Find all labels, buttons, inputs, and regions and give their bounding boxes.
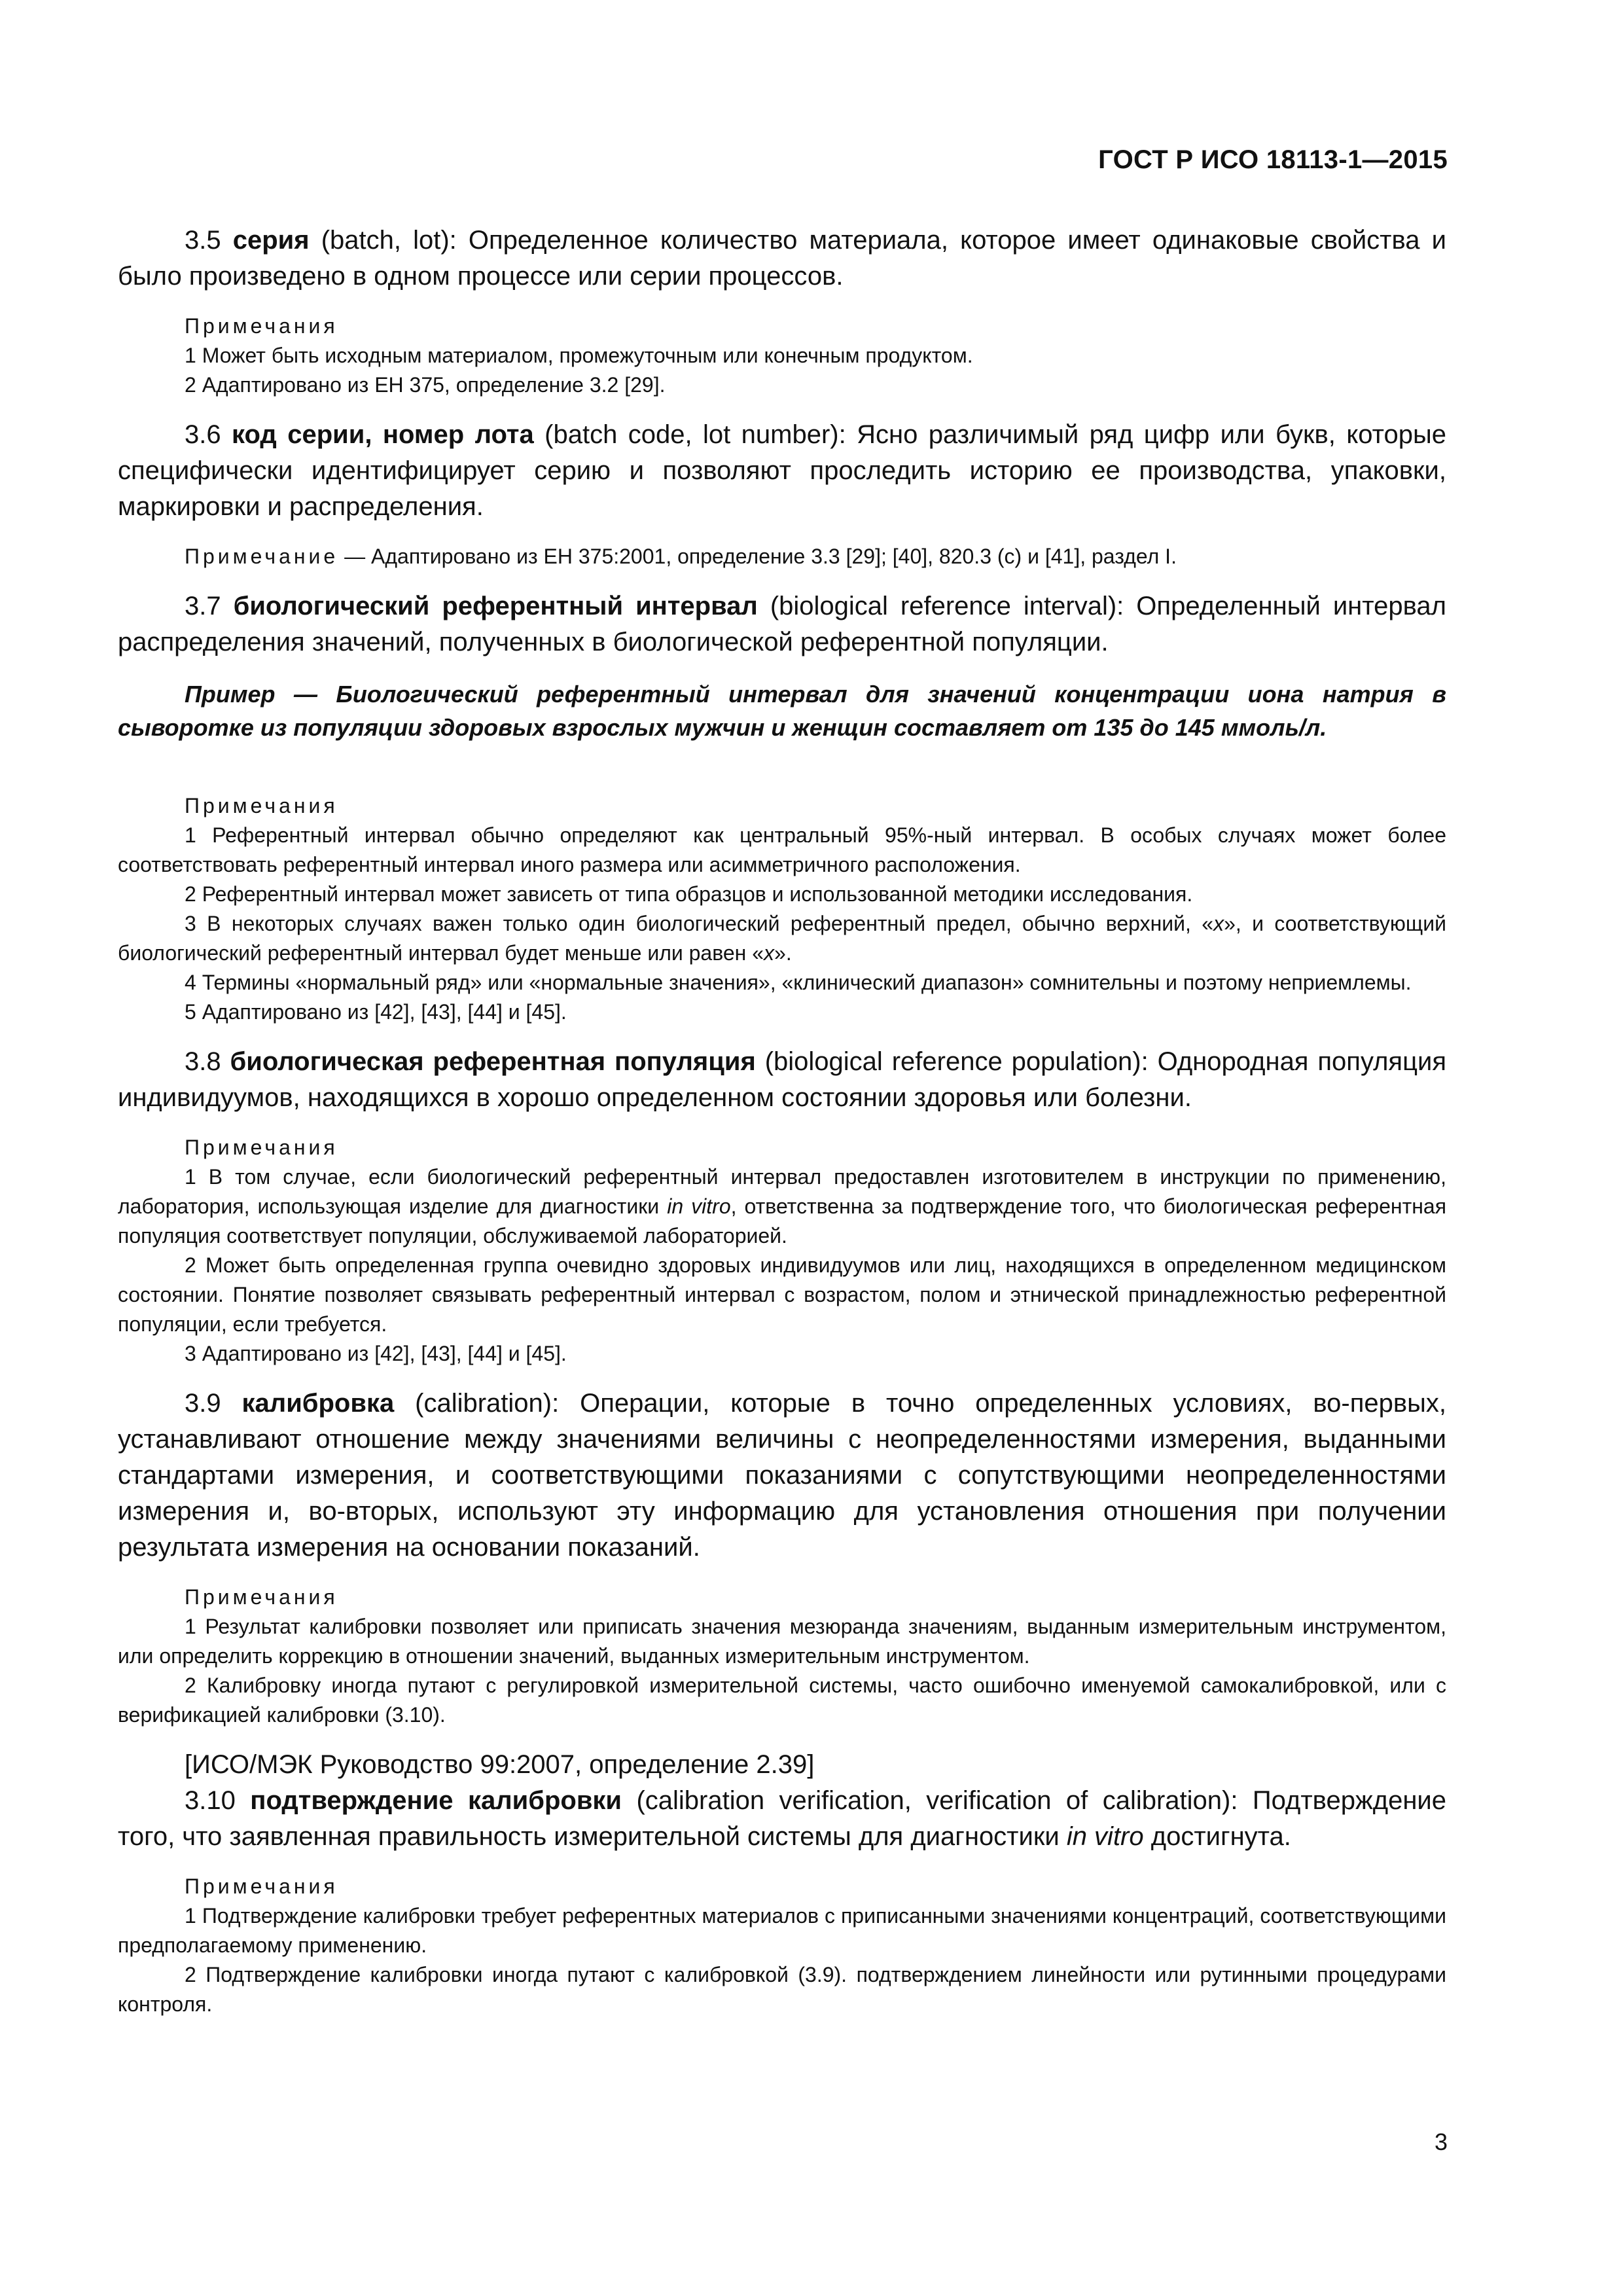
notes-3-10 (118, 1872, 1446, 2019)
notes-title: Примечания (185, 1874, 338, 1898)
term-definition: (calibration verification, verification of calibration): Подтверждение того, что заявленная правильность измерительной системы для диагностики (118, 1786, 1446, 1851)
term-name: серия (232, 226, 310, 255)
term-number: 3.5 (185, 226, 221, 255)
note-item: 3 Адаптировано из [42], [43], [44] и [45]. (185, 1342, 567, 1365)
note-item (118, 542, 1446, 571)
term-name: подтверждение калибровки (250, 1786, 622, 1815)
notes-title: Примечания (185, 794, 338, 817)
notes-3-5 (118, 312, 1446, 400)
term-number: 3.9 (185, 1389, 221, 1418)
term-name: калибровка (241, 1389, 395, 1418)
notes-3-7 (118, 791, 1446, 1027)
note-item: 2 Может быть определенная группа очевидно здоровых индивидуумов или лиц, находящихся в определенном медицинском состоянии. Понятие позволяет связывать референтный интервал с возрастом, полом и этнической принадлежностью референтной популяции, если требуется. (118, 1253, 1446, 1336)
note-label: Примечание (185, 545, 339, 568)
notes-title: Примечания (185, 1585, 338, 1609)
note-item (118, 1162, 1446, 1251)
note-item: 2 Адаптировано из ЕН 375, определение 3.2 [29]. (185, 373, 666, 397)
notes-3-8 (118, 1133, 1446, 1369)
term-definition: (calibration): Операции, которые в точно определенных условиях, во-первых, устанавливают отношение между значениями величины с неопределенностями измерения, выданными стандартами измерения, и соответствующими показаниями с сопутствующими неопределенностями измерения и, во-вторых, используют эту информацию для установления отношения при получении результата измерения на основании показаний. (118, 1389, 1446, 1562)
term-definition: (batch code, lot number): Ясно различимый ряд цифр или букв, которые специфически идентифицирует серию и позволяют проследить историю ее производства, упаковки, маркировки и распределения. (118, 420, 1447, 521)
term-3-5 (118, 223, 1446, 295)
term-3-7 (118, 588, 1446, 660)
note-text: 1 В том случае, если биологический референтный интервал предоставлен изготовителем в инструкции по применению, лаборатория, использующая изделие для диагностики (118, 1165, 1446, 1218)
term-definition: (biological reference population): Однородная популяция индивидуумов, находящихся в хорошо определенном состоянии здоровья или болезни. (118, 1047, 1446, 1112)
notes-3-9 (118, 1583, 1446, 1730)
term-number: 3.6 (185, 420, 221, 449)
note-item: 2 Референтный интервал может зависеть от типа образцов и использованной методики исследования. (185, 882, 1193, 906)
note-text: — Адаптировано из ЕН 375:2001, определение 3.3 [29]; [40], 820.3 (с) и [41], раздел I. (338, 545, 1177, 568)
note-item: 4 Термины «нормальный ряд» или «нормальные значения», «клинический диапазон» сомнительны и поэтому неприемлемы. (185, 971, 1412, 994)
note-item: 5 Адаптировано из [42], [43], [44] и [45]. (185, 1000, 567, 1024)
term-name: биологический референтный интервал (233, 592, 758, 620)
notes-3-6 (118, 542, 1446, 571)
term-number: 3.7 (185, 592, 221, 620)
term-definition: (biological reference interval): Определенный интервал распределения значений, полученных в биологической референтной популяции. (118, 592, 1446, 656)
term-3-10 (118, 1783, 1446, 1855)
note-text: », и соответствующий биологический референтный интервал будет меньше или равен « (118, 912, 1447, 965)
term-3-8 (118, 1044, 1446, 1116)
example-3-7: Пример — Биологический референтный интервал для значений концентрации иона натрия в сыворотке из популяции здоровых взрослых мужчин и женщин составляет от 135 до 145 ммоль/л. (118, 681, 1446, 741)
note-item (118, 909, 1446, 968)
note-item: 2 Калибровку иногда путают с регулировкой измерительной системы, часто ошибочно именуемой самокалибровкой, или с верификацией калибровки (3.10). (118, 1674, 1446, 1727)
note-text: 3 В некоторых случаях важен только один биологический референтный предел, обычно верхний, « (185, 912, 1214, 935)
note-text: ». (774, 941, 792, 965)
term-3-9 (118, 1386, 1446, 1566)
page-content (118, 223, 1446, 2036)
term-number: 3.8 (185, 1047, 221, 1076)
term-definition: достигнута. (1143, 1822, 1291, 1851)
notes-title: Примечания (185, 1136, 338, 1159)
note-text: , ответственна за подтверждение того, что биологическая референтная популяция соответствует популяции, обслуживаемой лабораторией. (118, 1194, 1447, 1247)
term-name: код серии, номер лота (232, 420, 534, 449)
note-item: 2 Подтверждение калибровки иногда путают с калибровкой (3.9). подтверждением линейности или рутинными процедурами контроля. (118, 1963, 1446, 2016)
variable-x: x (1213, 912, 1224, 935)
variable-x: x (764, 941, 775, 965)
in-vitro-term: in vitro (1066, 1822, 1144, 1851)
in-vitro-term: in vitro (667, 1194, 731, 1218)
page-number: 3 (1434, 2128, 1448, 2155)
term-definition: (batch, lot): Определенное количество материала, которое имеет одинаковые свойства и было произведено в одном процессе или серии процессов. (118, 226, 1446, 291)
note-item: 1 Подтверждение калибровки требует референтных материалов с приписанными значениями концентраций, соответствующими предполагаемому применению. (118, 1904, 1446, 1957)
term-3-6 (118, 417, 1446, 525)
standard-code-header: ГОСТ Р ИСО 18113-1—2015 (1098, 145, 1448, 174)
term-number: 3.10 (185, 1786, 236, 1815)
notes-title: Примечания (185, 314, 338, 338)
term-name: биологическая референтная популяция (230, 1047, 756, 1076)
source-reference: [ИСО/МЭК Руководство 99:2007, определение 2.39] (185, 1750, 815, 1779)
note-item: 1 Может быть исходным материалом, промежуточным или конечным продуктом. (185, 344, 973, 367)
note-item: 1 Референтный интервал обычно определяют как центральный 95%-ный интервал. В особых случаях может более соответствовать референтный интервал иного размера или асимметричного расположения. (118, 823, 1446, 876)
note-item: 1 Результат калибровки позволяет или приписать значения мезюранда значениям, выданным измерительным инструментом, или определить коррекцию в отношении значений, выданных измерительным инструментом. (118, 1615, 1446, 1668)
